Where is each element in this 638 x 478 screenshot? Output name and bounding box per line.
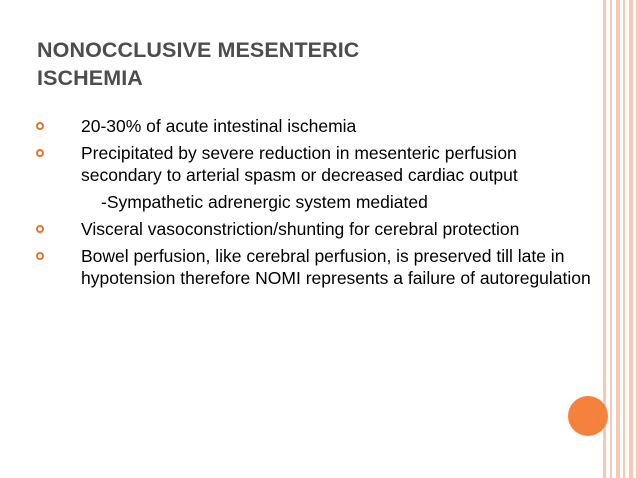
decorative-stripe (610, 0, 612, 478)
bullet-text: Visceral vasoconstriction/shunting for cerebral protection (81, 219, 520, 239)
bullet-item (36, 245, 596, 289)
decorative-stripe (629, 0, 633, 478)
sub-bullet-text: -Sympathetic adrenergic system mediated (101, 192, 428, 212)
ring-bullet-icon (36, 122, 44, 130)
bullet-item (36, 142, 596, 186)
ring-bullet-icon (36, 149, 44, 157)
bullet-item (36, 115, 596, 137)
bullet-list (36, 115, 596, 294)
bullet-text: 20-30% of acute intestinal ischemia (81, 116, 357, 136)
slide-title-line-1: NONOCCLUSIVE MESENTERIC (37, 38, 360, 62)
slide-title-line-2: ISCHEMIA (37, 66, 143, 90)
bullet-item (36, 218, 596, 240)
sub-bullet-item (36, 191, 596, 213)
orange-circle-decoration (568, 396, 608, 436)
decorative-stripe (616, 0, 620, 478)
bullet-text: Precipitated by severe reduction in mesenteric perfusion secondary to arterial spasm or decreased cardiac output (81, 143, 518, 185)
bullet-text: Bowel perfusion, like cerebral perfusion, is preserved till late in hypotension therefore NOMI represents a failure of autoregulation (81, 246, 591, 288)
decorative-stripe (623, 0, 625, 478)
ring-bullet-icon (36, 252, 44, 260)
slide-title (37, 36, 557, 92)
ring-bullet-icon (36, 225, 44, 233)
